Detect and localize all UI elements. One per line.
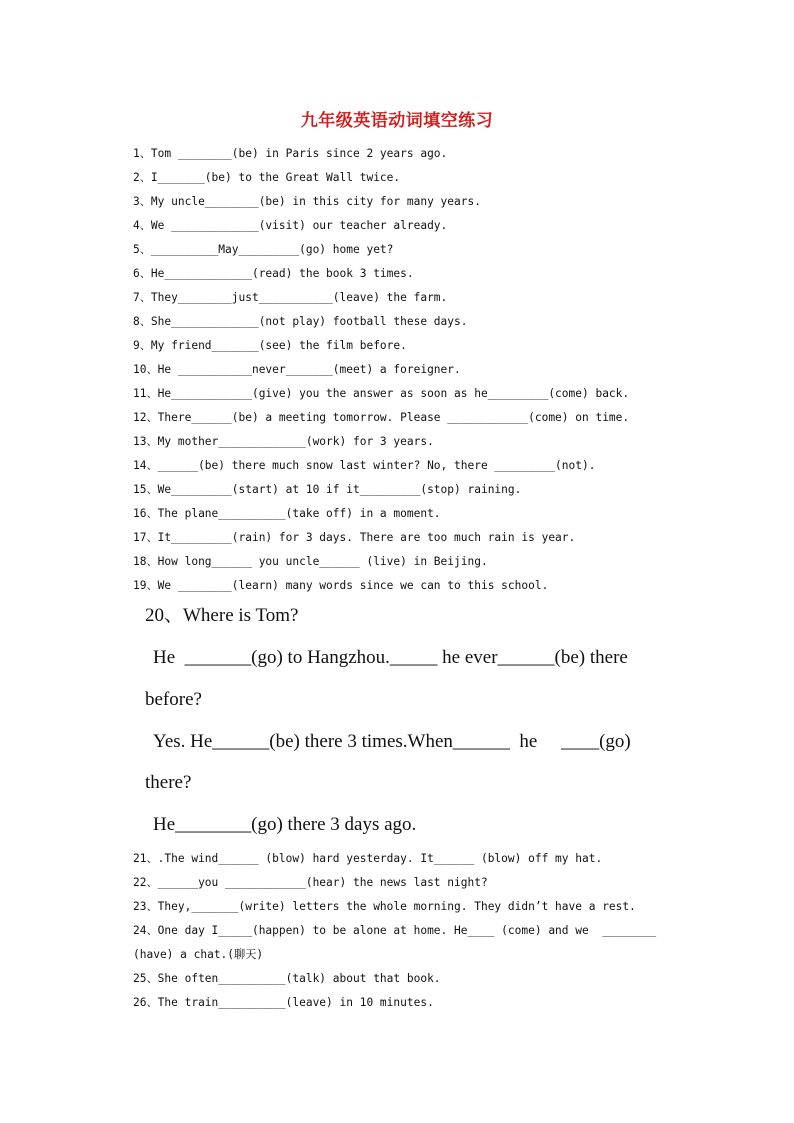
- question-20-line-5: He________(go) there 3 days ago.: [153, 814, 417, 835]
- question-20-heading: 20、Where is Tom?: [145, 605, 299, 626]
- question-16: 16、The plane__________(take off) in a moment.: [133, 507, 441, 520]
- question-7: 7、They________just___________(leave) the farm.: [133, 291, 448, 304]
- question-17: 17、It_________(rain) for 3 days. There are too much rain is year.: [133, 531, 576, 544]
- question-3: 3、My uncle________(be) in this city for many years.: [133, 195, 481, 208]
- question-20-line-2: before?: [145, 689, 202, 710]
- question-15: 15、We_________(start) at 10 if it_________(stop) raining.: [133, 483, 522, 496]
- question-8: 8、She_____________(not play) football these days.: [133, 315, 468, 328]
- watermark: [278, 595, 522, 824]
- question-13: 13、My mother_____________(work) for 3 years.: [133, 435, 434, 448]
- question-22: 22、______you ____________(hear) the news last night?: [133, 876, 488, 889]
- question-6: 6、He_____________(read) the book 3 times.: [133, 267, 414, 280]
- question-20-line-3: Yes. He______(be) there 3 times.When______ he ____(go): [153, 731, 631, 752]
- question-21: 21、.The wind______ (blow) hard yesterday. It______ (blow) off my hat.: [133, 852, 603, 865]
- question-24: 24、One day I_____(happen) to be alone at home. He____ (come) and we ________: [133, 924, 657, 937]
- question-1: 1、Tom ________(be) in Paris since 2 years ago.: [133, 147, 448, 160]
- question-12: 12、There______(be) a meeting tomorrow. Please ____________(come) on time.: [133, 411, 630, 424]
- question-9: 9、My friend_______(see) the film before.: [133, 339, 407, 352]
- question-20-line-4: there?: [145, 772, 192, 793]
- question-20-line-1: He _______(go) to Hangzhou._____ he ever______(be) there: [153, 647, 628, 668]
- question-2: 2、I_______(be) to the Great Wall twice.: [133, 171, 401, 184]
- question-5: 5、__________May_________(go) home yet?: [133, 243, 394, 256]
- question-4: 4、We _____________(visit) our teacher already.: [133, 219, 448, 232]
- question-10: 10、He ___________never_______(meet) a foreigner.: [133, 363, 461, 376]
- page-title: 九年级英语动词填空练习: [300, 111, 494, 131]
- question-19: 19、We ________(learn) many words since we can to this school.: [133, 579, 549, 592]
- question-11: 11、He____________(give) you the answer as soon as he_________(come) back.: [133, 387, 630, 400]
- question-24-continued: (have) a chat.(聊天): [133, 948, 264, 961]
- question-25: 25、She often__________(talk) about that book.: [133, 972, 441, 985]
- question-23: 23、They,_______(write) letters the whole morning. They didn’t have a rest.: [133, 900, 636, 913]
- question-14: 14、______(be) there much snow last winter? No, there _________(not).: [133, 459, 596, 472]
- question-18: 18、How long______ you uncle______ (live) in Beijing.: [133, 555, 488, 568]
- question-26: 26、The train__________(leave) in 10 minutes.: [133, 996, 434, 1009]
